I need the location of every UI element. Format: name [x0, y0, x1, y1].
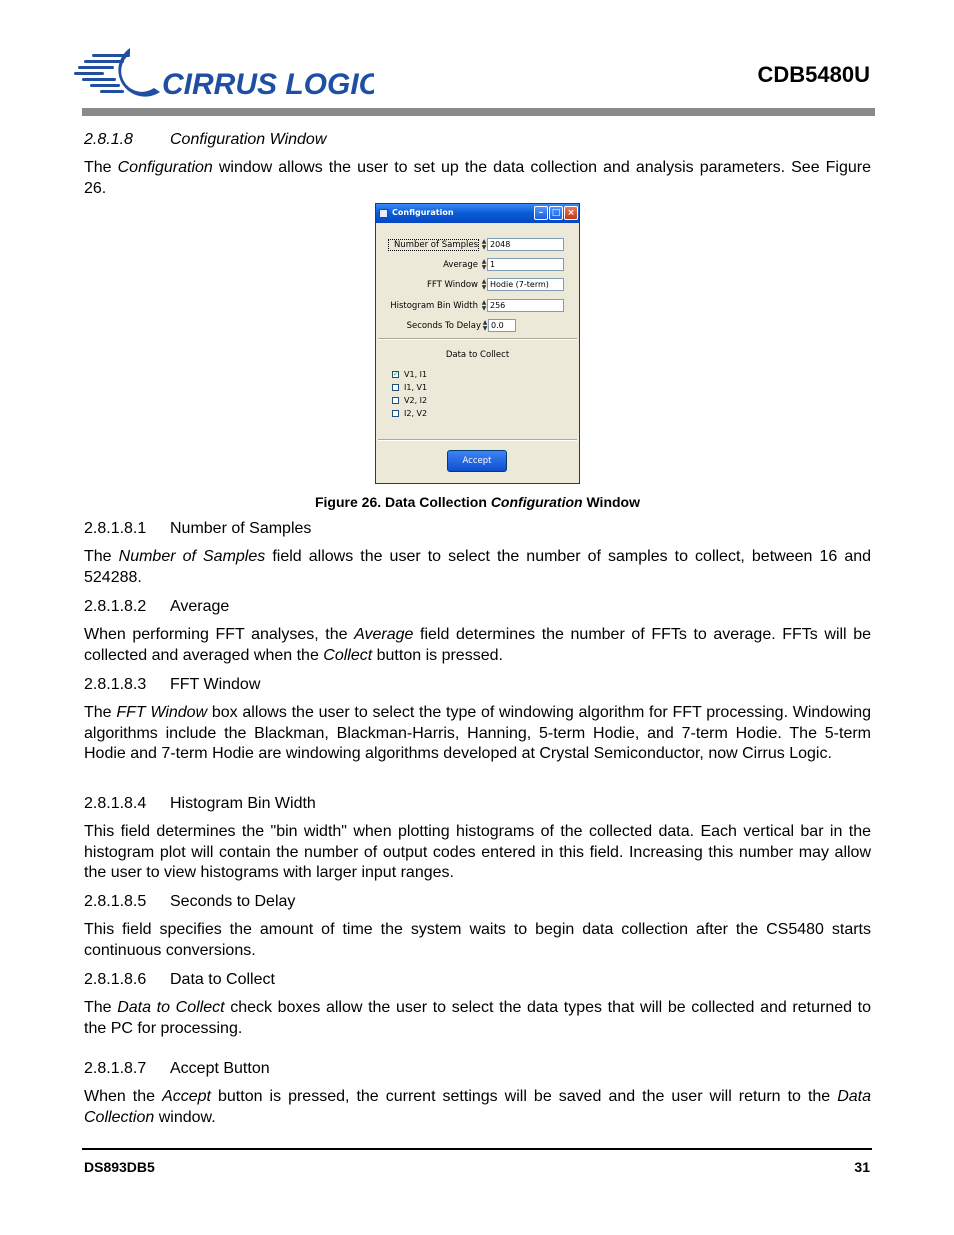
checkbox-v2-i2[interactable] [392, 396, 427, 405]
text: field determines the number of FFTs to average. FFTs will be collected and averaged when the [84, 626, 871, 664]
emphasis: Collect [323, 646, 373, 664]
emphasis: Number of Samples [118, 548, 266, 565]
spin-arrows-icon[interactable]: ▲ ▼ [481, 258, 487, 271]
cirrus-logic-logo [74, 42, 374, 102]
paragraph: This field specifies the amount of time the system waits to begin data collection after the CS5480 starts continuous conversions. [84, 921, 871, 959]
text: The [84, 704, 117, 721]
text: Window [582, 494, 640, 510]
section-title: Average [170, 598, 230, 615]
section-title: Configuration Window [170, 131, 327, 148]
spin-arrows-icon[interactable]: ▲ ▼ [481, 278, 487, 291]
average-label: Average [443, 260, 478, 270]
checkbox-icon[interactable] [392, 384, 399, 391]
footer-rule [82, 1148, 872, 1150]
section-heading [84, 131, 326, 149]
text: field allows the user to select the number of samples to collect, between 16 and 524288. [84, 548, 872, 586]
spin-arrows-icon[interactable]: ▲ ▼ [481, 299, 487, 312]
histogram-bin-width-input[interactable]: 256 [487, 299, 564, 312]
minimize-icon[interactable]: – [534, 206, 548, 220]
section-title: Data to Collect [170, 971, 275, 988]
text: window allows the user to set up the data collection and analysis parameters. See Figure 26. [84, 159, 872, 197]
emphasis: Configuration [117, 159, 213, 176]
section-heading [84, 520, 311, 538]
text: The [84, 548, 119, 565]
checkbox-label: V2, I2 [404, 396, 428, 405]
section-title: Number of Samples [170, 520, 312, 537]
paragraph [84, 1087, 871, 1128]
document-title: CDB5480U [757, 62, 870, 87]
checkbox-v1-i1[interactable] [392, 370, 427, 379]
text: window. [154, 1108, 216, 1126]
configuration-window [375, 203, 580, 484]
text: button is pressed. [372, 646, 503, 664]
checkbox-i1-v1[interactable] [392, 383, 427, 392]
paragraph [84, 158, 871, 199]
text: Figure 26. Data Collection [314, 494, 491, 510]
section-heading [84, 893, 295, 911]
emphasis: Accept [162, 1088, 211, 1105]
section-title: Accept Button [170, 1060, 270, 1077]
header-rule [82, 108, 875, 116]
divider [378, 439, 577, 441]
fft-window-input[interactable]: Hodie (7-term) [487, 278, 564, 291]
paragraph [84, 998, 871, 1039]
paragraph [84, 547, 871, 588]
fft-window-label: FFT Window [426, 280, 478, 290]
emphasis: FFT Window [116, 704, 208, 721]
seconds-to-delay-input[interactable]: 0.0 [488, 319, 516, 332]
checkbox-label: I1, V1 [404, 383, 428, 392]
window-titlebar[interactable] [376, 204, 579, 223]
checkbox-checked-icon[interactable]: ✓ [393, 370, 399, 378]
svg-text:CIRRUS LOGIC: CIRRUS LOGIC [162, 68, 374, 101]
emphasis: Data to Collect [117, 999, 225, 1016]
average-input[interactable]: 1 [487, 258, 564, 271]
section-number: 2.8.1.8.3 [84, 676, 147, 693]
text: When the [84, 1088, 163, 1105]
section-number: 2.8.1.8.5 [84, 893, 147, 910]
emphasis: Configuration [490, 494, 583, 510]
section-title: FFT Window [170, 676, 261, 693]
checkbox-label: I2, V2 [404, 409, 428, 418]
checkbox-icon[interactable] [392, 397, 399, 404]
section-number: 2.8.1.8.1 [84, 520, 147, 537]
close-icon[interactable]: × [564, 206, 578, 220]
checkbox-icon[interactable] [392, 410, 399, 417]
checkbox-i2-v2[interactable] [392, 409, 427, 418]
spin-arrows-icon[interactable]: ▲ ▼ [482, 319, 488, 332]
section-heading [84, 598, 229, 616]
section-title: Histogram Bin Width [170, 795, 316, 812]
spin-arrows-icon[interactable]: ▲ ▼ [481, 238, 487, 251]
text: check boxes allow the user to select the data types that will be collected and returned to the PC for processing. [84, 999, 872, 1037]
text: box allows the user to select the type of windowing algorithm for FFT processing. Windowing algorithms include the Blackman, Blackman-Harris, Hanning, 5-term Hodie, and 7-term Hodie. The 5-term Hodie and 7-term Hodie are windowing algorithms developed at Crystal Semiconductor, now Cirrus Logic. [84, 704, 872, 762]
section-heading [84, 1060, 270, 1078]
text: The [84, 999, 118, 1016]
figure-caption [84, 494, 871, 510]
section-number: 2.8.1.8.6 [84, 971, 147, 988]
paragraph [84, 625, 871, 666]
section-title: Seconds to Delay [170, 893, 296, 910]
section-heading [84, 971, 275, 989]
window-title: Configuration [392, 208, 454, 217]
data-to-collect-title: Data to Collect [445, 350, 510, 360]
text: button is pressed, the current settings will be saved and the user will return to the [211, 1088, 838, 1105]
app-icon [379, 209, 388, 218]
section-heading [84, 676, 260, 694]
maximize-icon[interactable]: □ [549, 206, 563, 220]
section-number: 2.8.1.8.2 [84, 598, 147, 615]
checkbox-label: V1, I1 [404, 370, 428, 379]
page-number: 31 [854, 1159, 870, 1175]
paragraph [84, 703, 871, 765]
samples-input[interactable]: 2048 [487, 238, 564, 251]
samples-label: Number of Samples [389, 240, 478, 250]
emphasis: Average [354, 626, 414, 643]
histogram-bin-width-label: Histogram Bin Width [390, 301, 478, 311]
emphasis: Data Collection [84, 1088, 872, 1126]
paragraph: This field determines the "bin width" when plotting histograms of the collected data. Each vertical bar in the histogram plot will contain the number of output codes entered in this field. Increasing this number may allow the user to view histograms with larger input ranges. [84, 823, 871, 881]
text: When performing FFT analyses, the [84, 626, 355, 643]
section-number: 2.8.1.8.7 [84, 1060, 147, 1077]
section-number: 2.8.1.8 [84, 131, 133, 148]
footer-doc-id: DS893DB5 [84, 1159, 155, 1175]
seconds-to-delay-label: Seconds To Delay [406, 321, 481, 331]
divider [378, 338, 577, 340]
section-number: 2.8.1.8.4 [84, 795, 147, 812]
section-heading [84, 795, 316, 813]
text: The [84, 159, 118, 176]
accept-button[interactable]: Accept [447, 450, 507, 472]
